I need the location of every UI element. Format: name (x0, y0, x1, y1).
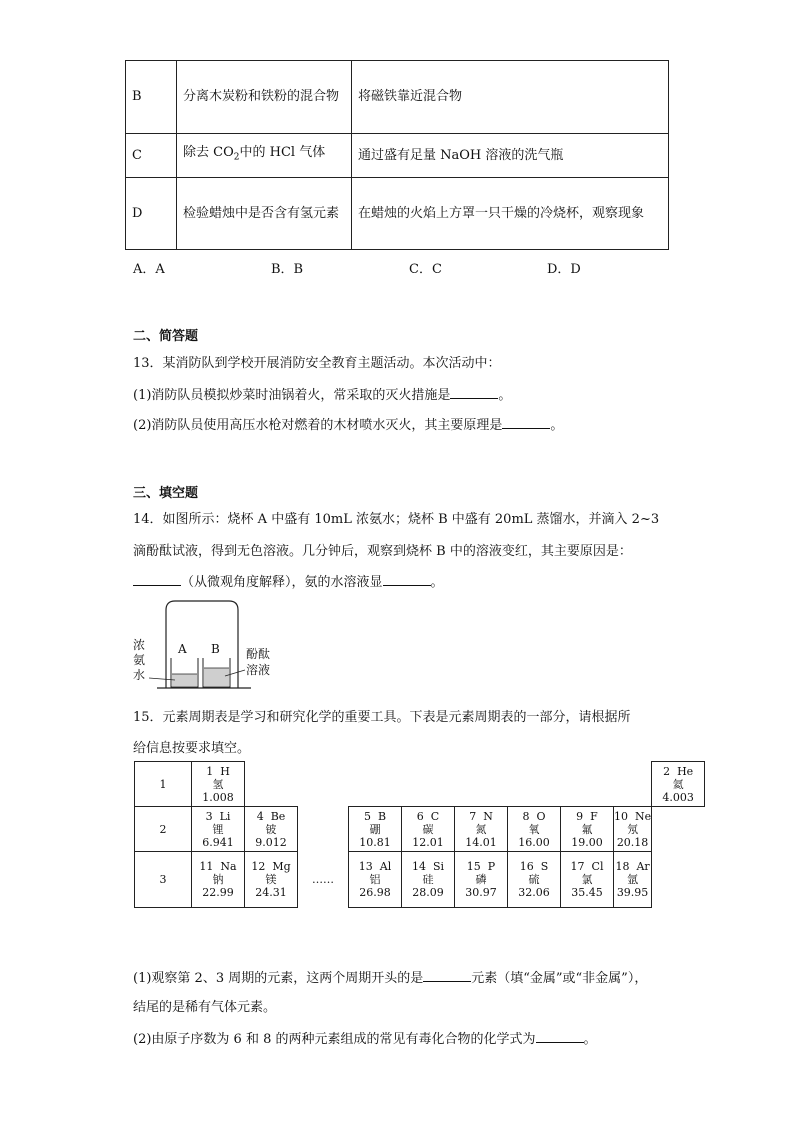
atomic-mass: 12.01 (412, 835, 444, 849)
choice-b[interactable]: B．B (271, 262, 304, 277)
atomic-number: 2 (663, 764, 671, 778)
question-text: (2)由原子序数为 6 和 8 的两种元素组成的常见有毒化合物的化学式为 (133, 1032, 536, 1047)
element-name: 氧 (528, 822, 540, 836)
punctuation: 。 (430, 575, 444, 590)
atomic-number: 9 (576, 809, 584, 823)
atomic-number: 6 (416, 809, 424, 823)
element-name: 氟 (581, 822, 593, 836)
option-letter: B (126, 61, 177, 134)
atomic-mass: 35.45 (571, 886, 603, 899)
ellipsis-cell: …… (298, 852, 349, 908)
choice-c[interactable]: C．C (409, 262, 442, 277)
label-line: 酚酞 (246, 647, 271, 661)
answer-blank[interactable] (383, 573, 431, 586)
element-cell (508, 807, 561, 852)
atomic-number: 13 (358, 860, 373, 873)
element-symbol: Ne (635, 809, 652, 823)
atomic-mass: 24.31 (255, 886, 287, 899)
atomic-mass: 14.01 (465, 835, 497, 849)
choice-d[interactable]: D．D (547, 262, 581, 277)
option-letter: D (126, 178, 177, 250)
atomic-number: 12 (251, 860, 266, 873)
atomic-mass: 20.18 (616, 835, 649, 849)
question-13-part1 (133, 384, 511, 403)
atomic-mass: 1.008 (202, 790, 234, 804)
period-row-1 (135, 762, 705, 807)
element-cell (192, 762, 245, 807)
element-name: 氮 (475, 822, 487, 836)
answer-blank[interactable] (423, 969, 471, 982)
element-symbol: N (483, 809, 493, 823)
element-name: 氢 (212, 777, 224, 791)
question-14-line3 (133, 571, 444, 590)
element-name: 氩 (627, 873, 639, 886)
period-number: 2 (135, 807, 192, 852)
element-symbol: H (220, 764, 230, 778)
label-line: 溶液 (246, 663, 271, 677)
option-letter: C (126, 134, 177, 178)
punctuation: 。 (583, 1032, 597, 1047)
question-text: (1)消防队员模拟炒菜时油锅着火，常采取的灭火措施是 (133, 388, 451, 403)
option-task: 分离木炭粉和铁粉的混合物 (177, 61, 352, 134)
punctuation: 。 (498, 388, 512, 403)
answer-blank[interactable] (133, 573, 181, 586)
label-char: 水 (133, 668, 146, 682)
atomic-mass: 39.95 (616, 886, 649, 899)
atomic-mass: 28.09 (412, 886, 444, 899)
element-name: 钠 (212, 873, 224, 886)
option-method: 将磁铁靠近混合物 (352, 61, 669, 134)
options-table (125, 60, 669, 250)
element-name: 铍 (265, 822, 277, 836)
period-row-3 (135, 852, 705, 908)
atomic-number: 15 (466, 860, 481, 873)
punctuation: 。 (550, 418, 564, 433)
element-symbol: P (487, 860, 496, 873)
element-name: 镁 (265, 873, 277, 886)
element-symbol: Al (379, 860, 392, 873)
question-text: （从微观角度解释），氨的水溶液显 (181, 575, 383, 590)
element-cell (192, 807, 245, 852)
atomic-mass: 22.99 (202, 886, 234, 899)
atomic-mass: 30.97 (465, 886, 497, 899)
atomic-number: 14 (411, 860, 426, 873)
element-cell (402, 807, 455, 852)
atomic-mass: 6.941 (202, 835, 234, 849)
element-cell (614, 852, 652, 908)
atomic-mass: 4.003 (662, 790, 694, 804)
atomic-number: 7 (469, 809, 477, 823)
option-method: 通过盛有足量 NaOH 溶液的洗气瓶 (352, 134, 669, 178)
question-text: (2)消防队员使用高压水枪对燃着的木材喷水灭火，其主要原理是 (133, 418, 503, 433)
periodic-table (134, 761, 705, 908)
element-symbol: S (540, 860, 549, 873)
element-cell (402, 852, 455, 908)
element-symbol: O (536, 809, 546, 823)
question-text: 元素（填“金属”或“非金属”）， (471, 971, 648, 986)
label-char: 氨 (133, 653, 146, 667)
element-symbol: Li (219, 809, 231, 823)
element-name: 硫 (528, 873, 540, 886)
element-cell (561, 852, 614, 908)
table-row (126, 61, 669, 134)
answer-blank[interactable] (450, 386, 498, 399)
option-method: 在蜡烛的火焰上方罩一只干燥的冷烧杯，观察现象 (352, 178, 669, 250)
question-14-line2: 滴酚酞试液，得到无色溶液。几分钟后，观察到烧杯 B 中的溶液变红，其主要原因是： (133, 544, 632, 559)
beaker-figure (133, 598, 283, 693)
period-number: 3 (135, 852, 192, 908)
element-symbol: Be (270, 809, 286, 823)
option-task (177, 134, 352, 178)
element-symbol: Mg (272, 860, 291, 873)
question-13-intro: 13．某消防队到学校开展消防安全教育主题活动。本次活动中： (133, 356, 501, 371)
atomic-mass: 19.00 (571, 835, 603, 849)
atomic-mass: 10.81 (359, 835, 391, 849)
section-heading: 二、简答题 (133, 329, 199, 344)
task-text: 除去 CO (183, 145, 234, 161)
table-row (126, 178, 669, 250)
phenolphthalein-label (246, 646, 270, 678)
atomic-number: 8 (522, 809, 530, 823)
element-cell (349, 807, 402, 852)
beaker-a-label: A (178, 642, 187, 656)
atomic-number: 3 (205, 809, 213, 823)
element-cell (652, 762, 705, 807)
option-task: 检验蜡烛中是否含有氢元素 (177, 178, 352, 250)
subscript: 2 (233, 152, 240, 163)
element-name: 磷 (475, 873, 487, 886)
element-symbol: Si (432, 860, 445, 873)
atomic-number: 11 (199, 860, 214, 873)
element-cell (455, 807, 508, 852)
atomic-mass: 26.98 (359, 886, 391, 899)
element-name: 氯 (581, 873, 593, 886)
element-symbol: He (677, 764, 694, 778)
element-cell (245, 852, 298, 908)
element-cell (192, 852, 245, 908)
atomic-number: 1 (206, 764, 214, 778)
element-symbol: Cl (591, 860, 604, 873)
element-symbol: C (430, 809, 440, 823)
element-name: 氖 (627, 822, 639, 836)
element-cell (614, 807, 652, 852)
question-text: (1)观察第 2、3 周期的元素，这两个周期开头的是 (133, 971, 424, 986)
question-15-line2: 给信息按要求填空。 (133, 741, 251, 756)
element-symbol: Na (220, 860, 237, 873)
element-cell (561, 807, 614, 852)
answer-blank[interactable] (502, 416, 550, 429)
question-14-line1: 14．如图所示：烧杯 A 中盛有 10mL 浓氨水；烧杯 B 中盛有 20mL 蒸馏水，并滴入 2~3 (133, 512, 660, 527)
element-name: 铝 (369, 873, 381, 886)
choice-a[interactable]: A．A (133, 262, 165, 277)
atomic-mass: 32.06 (518, 886, 550, 899)
element-cell (455, 852, 508, 908)
atomic-number: 4 (256, 809, 264, 823)
task-text: 中的 HCl 气体 (239, 145, 326, 161)
atomic-number: 17 (570, 860, 585, 873)
atomic-number: 10 (614, 809, 628, 823)
element-name: 硼 (369, 822, 381, 836)
element-symbol: Ar (636, 860, 650, 873)
element-name: 锂 (212, 822, 224, 836)
element-symbol: F (590, 809, 598, 823)
atomic-number: 16 (519, 860, 534, 873)
atomic-mass: 9.012 (255, 835, 287, 849)
section-heading: 三、填空题 (133, 486, 199, 501)
answer-blank[interactable] (536, 1030, 584, 1043)
period-number: 1 (135, 762, 192, 807)
question-15-part1-a (133, 967, 647, 986)
ammonia-label (133, 638, 145, 683)
table-row (126, 134, 669, 178)
element-cell (349, 852, 402, 908)
element-name: 硅 (422, 873, 434, 886)
beaker-b-label: B (211, 642, 220, 656)
element-cell (508, 852, 561, 908)
atomic-number: 18 (615, 860, 630, 873)
atomic-number: 5 (363, 809, 371, 823)
gap-cell (298, 807, 349, 852)
element-name: 氦 (672, 777, 684, 791)
period-row-2 (135, 807, 705, 852)
atomic-mass: 16.00 (518, 835, 550, 849)
question-13-part2 (133, 414, 563, 433)
label-char: 浓 (133, 638, 146, 652)
element-name: 碳 (422, 822, 434, 836)
question-15-line1: 15．元素周期表是学习和研究化学的重要工具。下表是元素周期表的一部分，请根据所 (133, 710, 631, 725)
question-15-part2 (133, 1028, 597, 1047)
element-symbol: B (377, 809, 387, 823)
question-15-part1-b: 结尾的是稀有气体元素。 (133, 1000, 277, 1015)
element-cell (245, 807, 298, 852)
